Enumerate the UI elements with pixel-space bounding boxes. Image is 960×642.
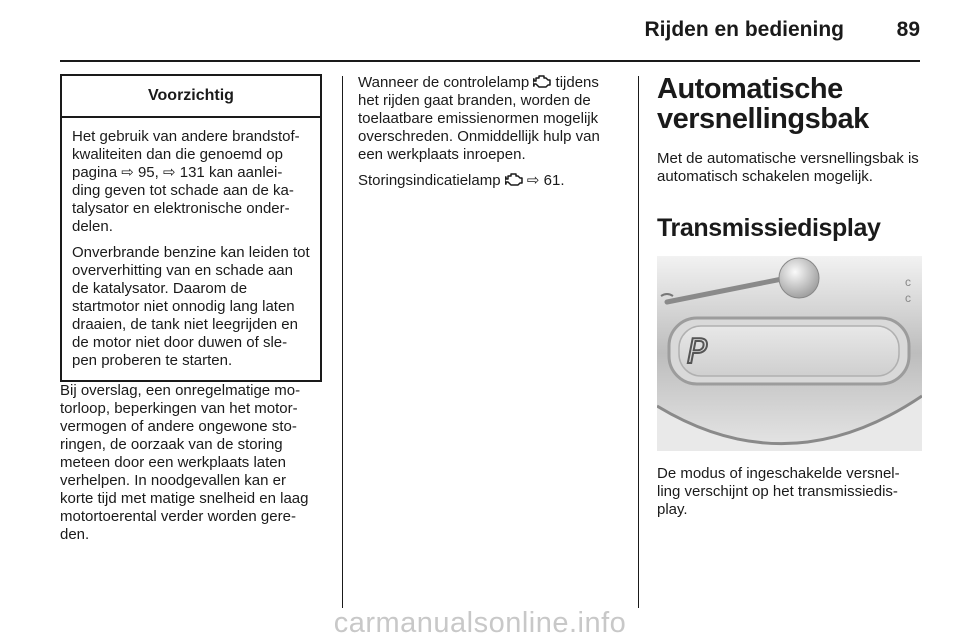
column-right [657, 74, 922, 527]
page-header [60, 0, 920, 62]
column-divider-1 [342, 76, 343, 608]
misfire-paragraph: Bij overslag, een onregelmatige mo-torloop, beperkingen van het motor-vermogen of andere ongewone sto-ringen, de oorzaak van de storing meteen door een werkplaats laten verhelpen. In noodgevallen kan er korte tijd met matige snelheid en laag motortoerental verder worden gere-den. [60, 382, 309, 543]
svg-text:c: c [905, 291, 911, 305]
engine-check-lamp-icon [533, 74, 551, 92]
gear-indicator: P [687, 332, 708, 372]
page-reference-arrow-icon: ⇨ [526, 172, 540, 189]
caution-body [62, 118, 320, 380]
automatic-transmission-heading: Automatische versnellingsbak [657, 73, 869, 135]
instrument-cluster-illustration [657, 256, 922, 451]
page-link-95[interactable]: 95 [137, 164, 155, 181]
automatic-transmission-intro: Met de automatische versnellingsbak is automatisch schakelen mogelijk. [657, 150, 919, 185]
svg-text:c: c [905, 275, 911, 289]
emission-warning-paragraph: Wanneer de controlelamp tijdens het rijden gaat branden, worden de toelaatbare emissienormen mogelijk overschreden. Onmiddellijk hulp van een werkplaats inroepen. [358, 74, 600, 163]
page-reference-arrow-icon: ⇨ [163, 164, 176, 181]
caution-box [60, 74, 322, 382]
transmission-display-figure [657, 256, 922, 451]
watermark: carmanualsonline.info [333, 607, 627, 639]
transmission-display-caption: De modus of ingeschakelde versnel-ling verschijnt op het transmissiedis-play. [657, 465, 900, 518]
page-number: 89 [896, 18, 920, 41]
page-link-131[interactable]: 131 [179, 164, 205, 181]
section-title: Rijden en bediening [644, 18, 844, 41]
column-divider-2 [638, 76, 639, 608]
transmission-display-heading: Transmissiedisplay [657, 214, 881, 242]
caution-heading: Voorzichtig [62, 76, 320, 118]
malfunction-indicator-paragraph: Storingsindicatielamp ⇨ 61. [358, 172, 565, 189]
caution-paragraph-2: Onverbrande benzine kan leiden tot oververhitting van en schade aan de katalysator. Daarom de startmotor niet onnodig lang laten draaien, de tank niet leegrijden en de motor niet door duwen of sle-pen proberen te starten. [72, 244, 310, 369]
page-reference-arrow-icon: ⇨ [121, 164, 134, 181]
engine-check-lamp-icon [505, 172, 523, 190]
column-left [60, 74, 322, 552]
column-middle [358, 74, 622, 198]
caution-paragraph-1: Het gebruik van andere brandstof-kwaliteiten dan die genoemd op pagina ⇨ 95, ⇨ 131 kan aanlei-ding geven tot schade aan de ka-talysator en elektronische onder-delen. [72, 128, 300, 235]
page-link-61[interactable]: 61. [543, 172, 565, 189]
